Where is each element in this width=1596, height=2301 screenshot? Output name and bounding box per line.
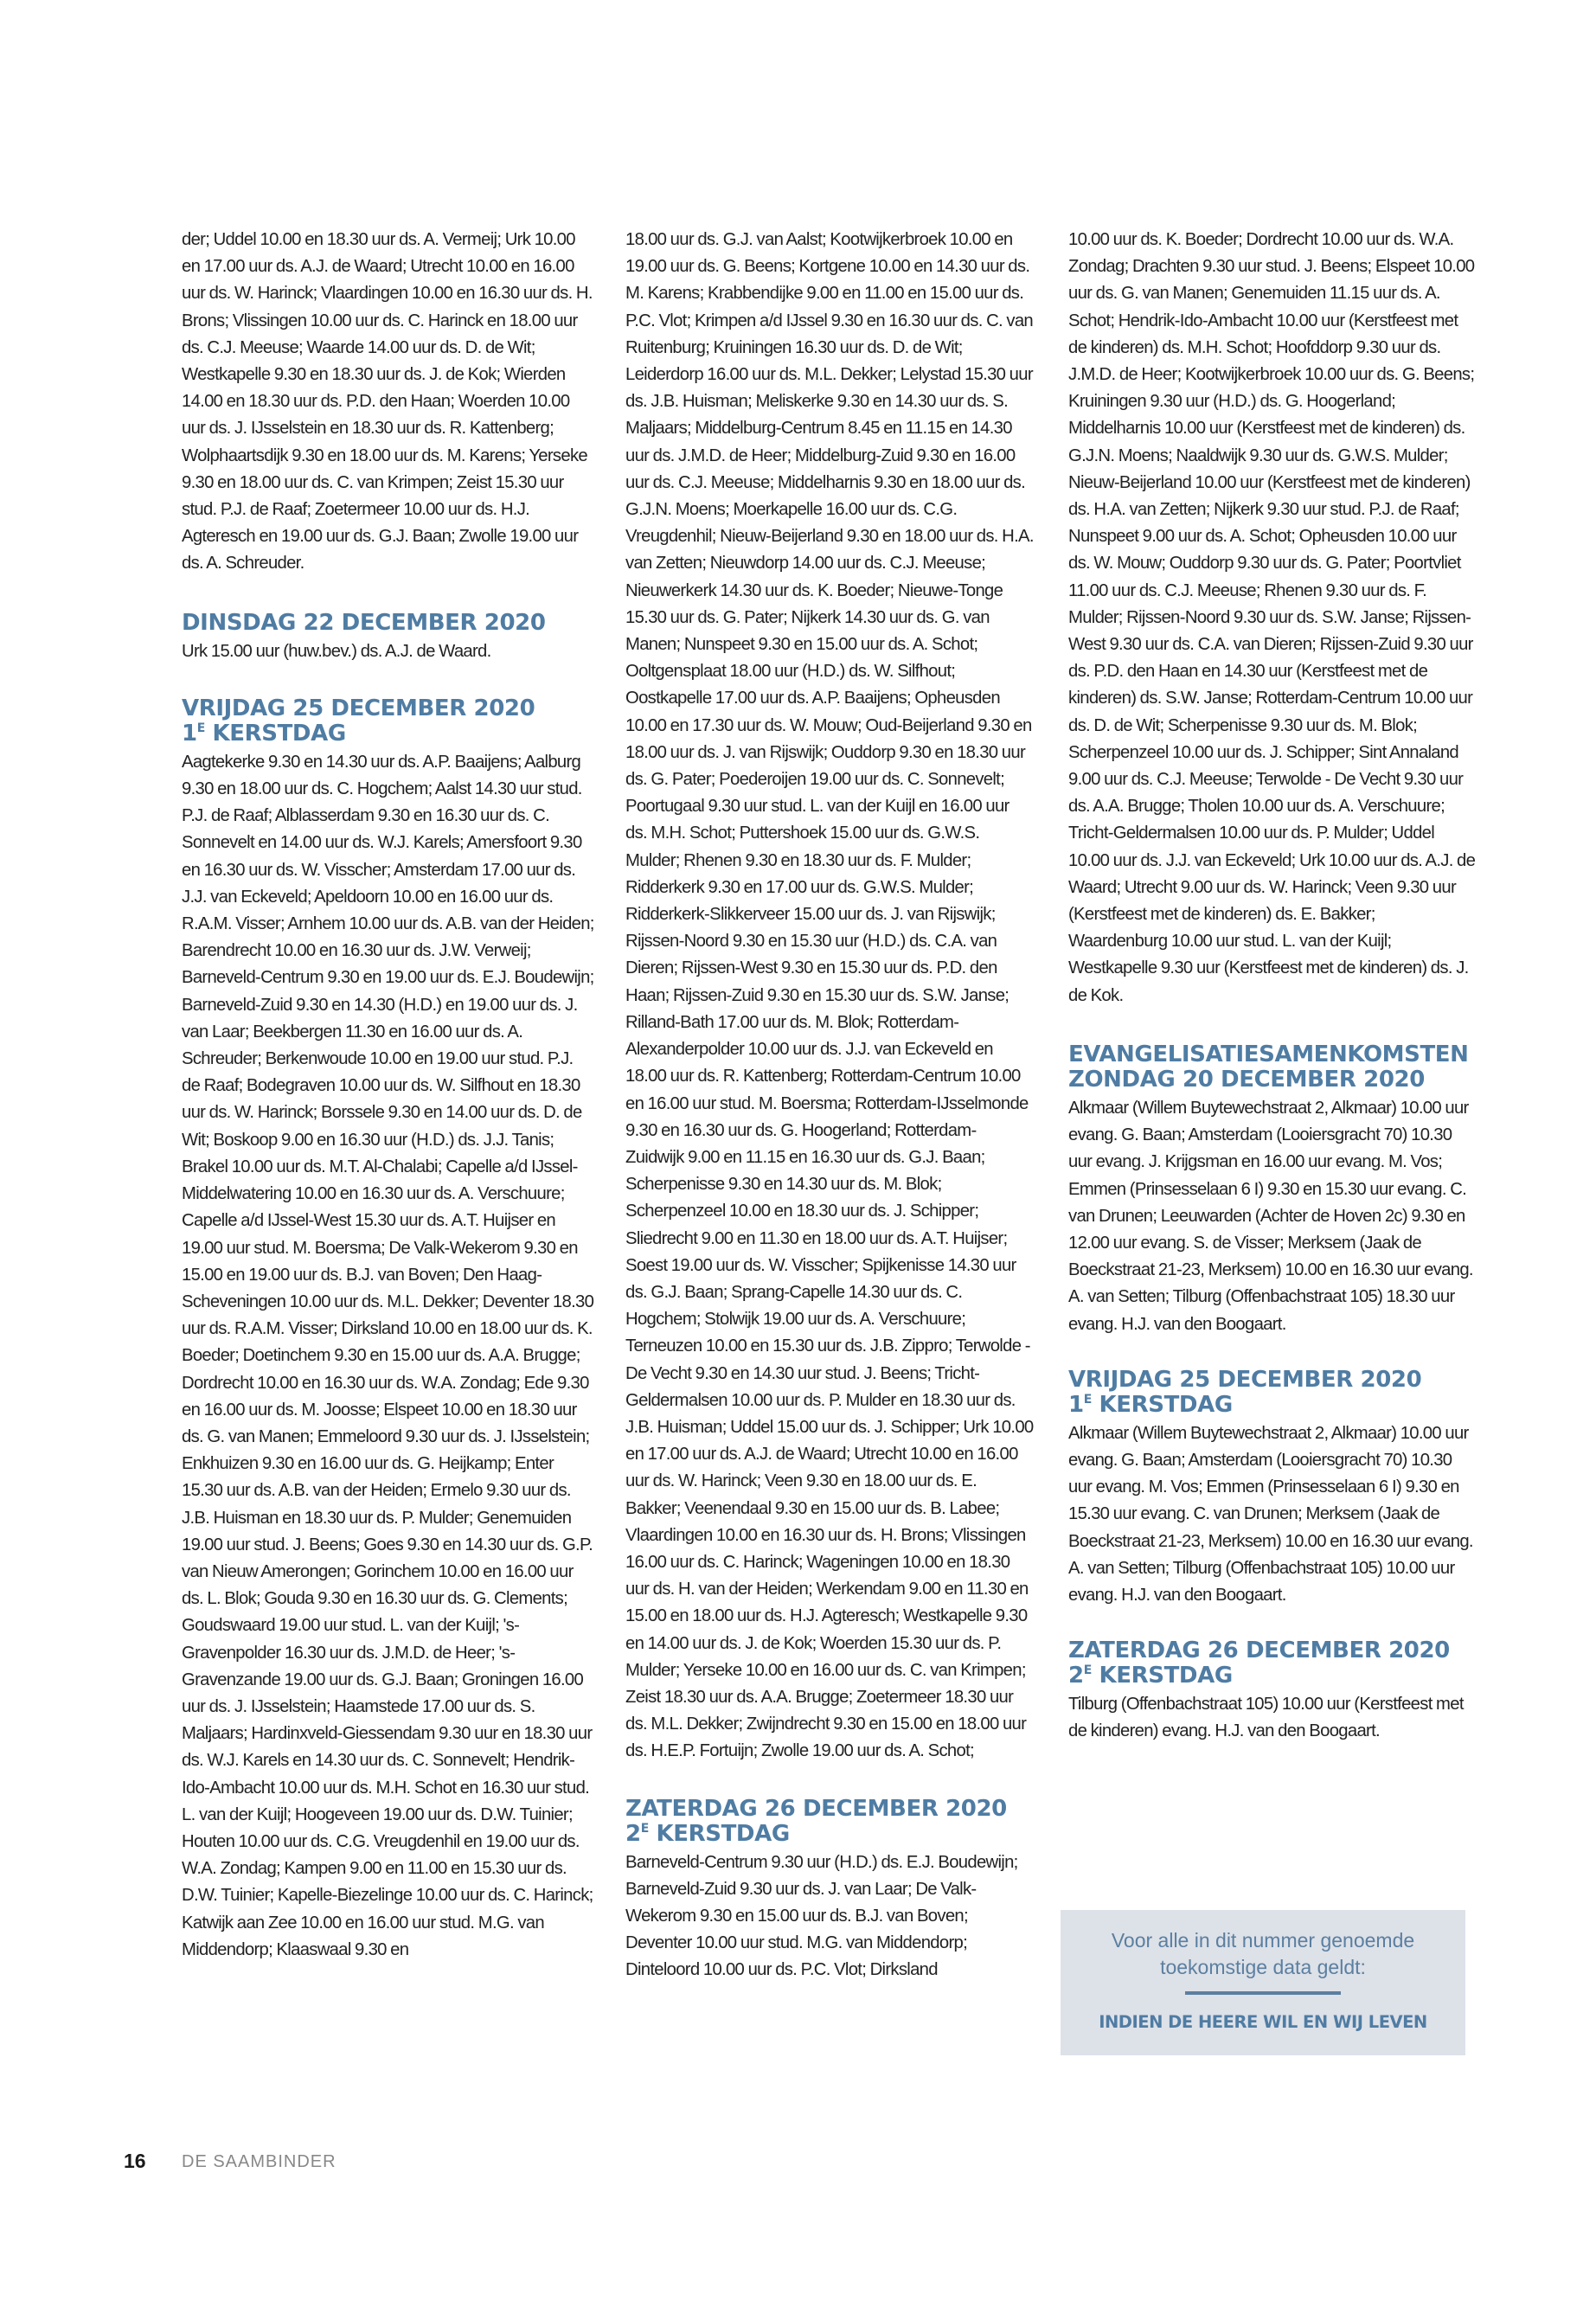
column-1 xyxy=(182,227,595,1964)
section-heading xyxy=(182,611,595,636)
heading-date: ZATERDAG 26 DECEMBER 2020 xyxy=(1068,1638,1450,1664)
section-heading xyxy=(1068,1042,1477,1093)
notice-divider xyxy=(1185,1991,1341,1995)
section-vrijdag-25-december xyxy=(182,696,595,1964)
section-zaterdag-26-december xyxy=(625,1797,1034,1984)
section-body: Alkmaar (Willem Buytewechstraat 2, Alkmaar) 10.00 uur evang. G. Baan; Amsterdam (Looiersgracht 70) 10.30 uur evang. M. Vos; Emmen (Prinsesselaan 6 I) 9.30 en 15.30 uur evang. C. van Drunen; Merksem (Jaak de Boeckstraat 21-23, Merksem) 10.00 en 16.30 uur evang. A. van Setten; Tilburg (Offenbachstraat 105) 10.00 uur evang. H.J. van den Boogaart. xyxy=(1068,1423,1473,1605)
notice-emphasis: INDIEN DE HEERE WIL EN WIJ LEVEN xyxy=(1099,2012,1427,2032)
heading-date: VRIJDAG 25 DECEMBER 2020 xyxy=(1068,1366,1422,1393)
column-3 xyxy=(1068,227,1477,1746)
heading-day-number: 2 xyxy=(625,1820,641,1847)
heading-superscript: E xyxy=(1083,1392,1092,1407)
heading-superscript: E xyxy=(640,1821,649,1836)
heading-day-name: KERSTDAG xyxy=(1091,1391,1233,1418)
heading-day-number: 2 xyxy=(1068,1663,1084,1689)
section-evangelisatie-zondag-20-december xyxy=(1068,1042,1477,1338)
heading-date: ZATERDAG 26 DECEMBER 2020 xyxy=(625,1795,1007,1822)
section-body: Barneveld-Centrum 9.30 uur (H.D.) ds. E.J. Boudewijn; Barneveld-Zuid 9.30 uur ds. J. van Laar; De Valk-Wekerom 9.30 en 15.00 uur ds. B.J. van Boven; Deventer 10.00 uur stud. M.G. van Middendorp; Dinteloord 10.00 uur ds. P.C. Vlot; Dirksland xyxy=(625,1852,1018,1980)
section-evangelisatie-zaterdag-26-december xyxy=(1068,1638,1477,1745)
heading-day-number: 1 xyxy=(1068,1391,1084,1418)
section-body: Tilburg (Offenbachstraat 105) 10.00 uur (Kerstfeest met de kinderen) evang. H.J. van den Boogaart. xyxy=(1068,1695,1464,1741)
section-evangelisatie-vrijdag-25-december xyxy=(1068,1368,1477,1609)
notice-line-2: toekomstige data geldt: xyxy=(1160,1956,1366,1978)
heading-date: ZONDAG 20 DECEMBER 2020 xyxy=(1068,1066,1425,1093)
column-1-intro-text: der; Uddel 10.00 en 18.30 uur ds. A. Vermeij; Urk 10.00 en 17.00 uur ds. A.J. de Waard; Utrecht 10.00 en 16.00 uur ds. W. Harinck; Vlaardingen 10.00 en 16.30 uur ds. H. Brons; Vlissingen 10.00 uur ds. C. Harinck en 18.00 uur ds. C.J. Meeuse; Waarde 14.00 uur ds. D. de Wit; Westkapelle 9.30 en 18.30 uur ds. J. de Kok; Wierden 14.00 en 18.30 uur ds. P.D. den Haan; Woerden 10.00 uur ds. J. IJsselstein en 18.30 uur ds. R. Kattenberg; Wolphaartsdijk 9.30 en 18.00 uur ds. M. Karens; Yerseke 9.30 en 18.00 uur ds. C. van Krimpen; Zeist 15.30 uur stud. P.J. de Raaf; Zoetermeer 10.00 uur ds. H.J. Agteresch en 19.00 uur ds. G.J. Baan; Zwolle 19.00 uur ds. A. Schreuder. xyxy=(182,230,593,574)
section-body: Urk 15.00 uur (huw.bev.) ds. A.J. de Waard. xyxy=(182,641,491,661)
heading-date: DINSDAG 22 DECEMBER 2020 xyxy=(182,609,546,636)
notice-line-1: Voor alle in dit nummer genoemde xyxy=(1111,1929,1415,1952)
notice-box xyxy=(1061,1910,1465,2055)
section-heading xyxy=(1068,1368,1477,1418)
section-dinsdag-22-december xyxy=(182,611,595,665)
heading-category: EVANGELISATIESAMENKOMSTEN xyxy=(1068,1041,1469,1067)
heading-superscript: E xyxy=(196,721,205,735)
section-heading xyxy=(182,696,595,747)
heading-date: VRIJDAG 25 DECEMBER 2020 xyxy=(182,695,535,721)
heading-day-name: KERSTDAG xyxy=(648,1820,790,1847)
column-2 xyxy=(625,227,1034,1984)
section-heading xyxy=(1068,1638,1477,1689)
column-3-intro-text: 10.00 uur ds. K. Boeder; Dordrecht 10.00 uur ds. W.A. Zondag; Drachten 9.30 uur stud. J. Beens; Elspeet 10.00 uur ds. G. van Manen; Genemuiden 11.15 uur ds. A. Schot; Hendrik-Ido-Ambacht 10.00 uur (Kerstfeest met de kinderen) ds. M.H. Schot; Hoofddorp 9.30 uur ds. J.M.D. de Heer; Kootwijkerbroek 10.00 uur ds. G. Beens; Kruiningen 9.30 uur (H.D.) ds. G. Hoogerland; Middelharnis 10.00 uur (Kerstfeest met de kinderen) ds. G.J.N. Moens; Naaldwijk 9.30 uur ds. G.W.S. Mulder; Nieuw-Beijerland 10.00 uur (Kerstfeest met de kinderen) ds. H.A. van Zetten; Nijkerk 9.30 uur stud. P.J. de Raaf; Nunspeet 9.00 uur ds. A. Schot; Opheusden 10.00 uur ds. W. Mouw; Ouddorp 9.30 uur ds. G. Pater; Poortvliet 11.00 uur ds. C.J. Meeuse; Rhenen 9.30 uur ds. F. Mulder; Rijssen-Noord 9.30 uur ds. S.W. Janse; Rijssen-West 9.30 uur ds. C.A. van Dieren; Rijssen-Zuid 9.30 uur ds. P.D. den Haan en 14.30 uur (Kerstfeest met de kinderen) ds. S.W. Janse; Rotterdam-Centrum 10.00 uur ds. D. de Wit; Scherpenisse 9.30 uur ds. M. Blok; Scherpenzeel 10.00 uur ds. J. Schipper; Sint Annaland 9.00 uur ds. C.J. Meeuse; Terwolde - De Vecht 9.30 uur ds. A.A. Brugge; Tholen 10.00 uur ds. A. Verschuure; Tricht-Geldermalsen 10.00 uur ds. P. Mulder; Uddel 10.00 uur ds. J.J. van Eckeveld; Urk 10.00 uur ds. A.J. de Waard; Utrecht 9.00 uur ds. W. Harinck; Veen 9.30 uur (Kerstfeest met de kinderen) ds. E. Bakker; Waardenburg 10.00 uur stud. L. van der Kuijl; Westkapelle 9.30 uur (Kerstfeest met de kinderen) ds. J. de Kok. xyxy=(1068,230,1476,1005)
notice-text xyxy=(1061,1927,1465,1981)
section-heading xyxy=(625,1797,1034,1847)
magazine-name: DE SAAMBINDER xyxy=(182,2152,337,2171)
heading-day-name: KERSTDAG xyxy=(204,720,346,747)
heading-day-name: KERSTDAG xyxy=(1091,1663,1233,1689)
heading-superscript: E xyxy=(1083,1663,1092,1678)
column-2-intro-text: 18.00 uur ds. G.J. van Aalst; Kootwijkerbroek 10.00 en 19.00 uur ds. G. Beens; Kortgene 10.00 en 14.30 uur ds. M. Karens; Krabbendijke 9.00 en 11.00 en 15.00 uur ds. P.C. Vlot; Krimpen a/d IJssel 9.30 en 16.30 uur ds. C. van Ruitenburg; Kruiningen 16.30 uur ds. D. de Wit; Leiderdorp 16.00 uur ds. M.L. Dekker; Lelystad 15.30 uur ds. J.B. Huisman; Meliskerke 9.30 en 14.30 uur ds. S. Maljaars; Middelburg-Centrum 8.45 en 11.15 en 14.30 uur ds. J.M.D. de Heer; Middelburg-Zuid 9.30 en 16.00 uur ds. C.J. Meeuse; Middelharnis 9.30 en 18.00 uur ds. G.J.N. Moens; Moerkapelle 16.00 uur ds. C.G. Vreugdenhil; Nieuw-Beijerland 9.30 en 18.00 uur ds. H.A. van Zetten; Nieuwdorp 14.00 uur ds. C.J. Meeuse; Nieuwerkerk 14.30 uur ds. K. Boeder; Nieuwe-Tonge 15.30 uur ds. G. Pater; Nijkerk 14.30 uur ds. G. van Manen; Nunspeet 9.30 en 15.00 uur ds. A. Schot; Ooltgensplaat 18.00 uur (H.D.) ds. W. Silfhout; Oostkapelle 17.00 uur ds. A.P. Baaijens; Opheusden 10.00 en 17.30 uur ds. W. Mouw; Oud-Beijerland 9.30 en 18.00 uur ds. J. van Rijswijk; Ouddorp 9.30 en 18.30 uur ds. G. Pater; Poederoijen 19.00 uur ds. C. Sonnevelt; Poortugaal 9.30 uur stud. L. van der Kuijl en 16.00 uur ds. M.H. Schot; Puttershoek 15.00 uur ds. G.W.S. Mulder; Rhenen 9.30 en 18.30 uur ds. F. Mulder; Ridderkerk 9.30 en 17.00 uur ds. G.W.S. Mulder; Ridderkerk-Slikkerveer 15.00 uur ds. J. van Rijswijk; Rijssen-Noord 9.30 en 15.30 uur (H.D.) ds. C.A. van Dieren; Rijssen-West 9.30 en 15.30 uur ds. P.D. den Haan; Rijssen-Zuid 9.30 en 15.30 uur ds. S.W. Janse; Rilland-Bath 17.00 uur ds. M. Blok; Rotterdam-Alexanderpolder 10.00 uur ds. J.J. van Eckeveld en 18.00 uur ds. R. Kattenberg; Rotterdam-Centrum 10.00 en 16.00 uur stud. M. Boersma; Rotterdam-IJsselmonde 9.30 en 16.30 uur ds. G. Hoogerland; Rotterdam-Zuidwijk 9.00 en 11.15 en 16.30 uur ds. G.J. Baan; Scherpenisse 9.30 en 14.30 uur ds. M. Blok; Scherpenzeel 10.00 en 18.30 uur ds. J. Schipper; Sliedrecht 9.00 en 11.30 en 18.00 uur ds. A.T. Huijser; Soest 19.00 uur ds. W. Visscher; Spijkenisse 14.30 uur ds. G.J. Baan; Sprang-Capelle 14.30 uur ds. C. Hogchem; Stolwijk 19.00 uur ds. A. Verschuure; Terneuzen 10.00 en 15.30 uur ds. J.B. Zippro; Terwolde - De Vecht 9.30 en 14.30 uur stud. J. Beens; Tricht-Geldermalsen 10.00 uur ds. P. Mulder en 18.30 uur ds. J.B. Huisman; Uddel 15.00 uur ds. J. Schipper; Urk 10.00 en 17.00 uur ds. A.J. de Waard; Utrecht 10.00 en 16.00 uur ds. W. Harinck; Veen 9.30 en 18.00 uur ds. E. Bakker; Veenendaal 9.30 en 15.00 uur ds. B. Labee; Vlaardingen 10.00 en 16.30 uur ds. H. Brons; Vlissingen 16.00 uur ds. C. Harinck; Wageningen 10.00 en 18.30 uur ds. H. van der Heiden; Werkendam 9.00 en 11.30 en 15.00 en 18.00 uur ds. H.J. Agteresch; Westkapelle 9.30 en 14.00 uur ds. J. de Kok; Woerden 15.30 uur ds. P. Mulder; Yerseke 10.00 en 16.00 uur ds. C. van Krimpen; Zeist 18.30 uur ds. A.A. Brugge; Zoetermeer 18.30 uur ds. M.L. Dekker; Zwijndrecht 9.30 en 15.00 en 18.00 uur ds. H.E.P. Fortuijn; Zwolle 19.00 uur ds. A. Schot; xyxy=(625,230,1034,1761)
page-number: 16 xyxy=(124,2150,146,2172)
heading-day-number: 1 xyxy=(182,720,197,747)
section-body: Aagtekerke 9.30 en 14.30 uur ds. A.P. Baaijens; Aalburg 9.30 en 18.00 uur ds. C. Hogchem; Aalst 14.30 uur stud. P.J. de Raaf; Alblasserdam 9.30 en 16.30 uur ds. C. Sonnevelt en 14.00 uur ds. W.J. Karels; Amersfoort 9.30 en 16.30 uur ds. W. Visscher; Amsterdam 17.00 uur ds. J.J. van Eckeveld; Apeldoorn 10.00 en 16.00 uur ds. R.A.M. Visser; Arnhem 10.00 uur ds. A.B. van der Heiden; Barendrecht 10.00 en 16.30 uur ds. J.W. Verweij; Barneveld-Centrum 9.30 en 19.00 uur ds. E.J. Boudewijn; Barneveld-Zuid 9.30 en 14.30 (H.D.) en 19.00 uur ds. J. van Laar; Beekbergen 11.30 en 16.00 uur ds. A. Schreuder; Berkenwoude 10.00 en 19.00 uur stud. P.J. de Raaf; Bodegraven 10.00 uur ds. W. Silfhout en 18.30 uur ds. W. Harinck; Borssele 9.30 en 14.00 uur ds. D. de Wit; Boskoop 9.00 en 16.30 uur (H.D.) ds. J.J. Tanis; Brakel 10.00 uur ds. M.T. Al-Chalabi; Capelle a/d IJssel-Middelwatering 10.00 en 16.30 uur ds. A. Verschuure; Capelle a/d IJssel-West 15.30 uur ds. A.T. Huijser en 19.00 uur stud. M. Boersma; De Valk-Wekerom 9.30 en 15.00 en 19.00 uur ds. B.J. van Boven; Den Haag-Scheveningen 10.00 uur ds. M.L. Dekker; Deventer 18.30 uur ds. R.A.M. Visser; Dirksland 10.00 en 18.00 uur ds. K. Boeder; Doetinchem 9.30 en 15.00 uur ds. A.A. Brugge; Dordrecht 10.00 en 16.30 uur ds. W.A. Zondag; Ede 9.30 en 16.00 uur ds. M. Joosse; Elspeet 10.00 en 18.30 uur ds. G. van Manen; Emmeloord 9.30 uur ds. J. IJsselstein; Enkhuizen 9.30 en 16.00 uur ds. G. Heijkamp; Enter 15.30 uur ds. A.B. van der Heiden; Ermelo 9.30 uur ds. J.B. Huisman en 18.30 uur ds. P. Mulder; Genemuiden 19.00 uur stud. J. Beens; Goes 9.30 en 14.30 uur ds. G.P. van Nieuw Amerongen; Gorinchem 10.00 en 16.00 uur ds. L. Blok; Gouda 9.30 en 16.30 uur ds. G. Clements; Goudswaard 19.00 uur stud. L. van der Kuijl; 's-Gravenpolder 16.30 uur ds. J.M.D. de Heer; 's-Gravenzande 19.00 uur ds. G.J. Baan; Groningen 16.00 uur ds. J. IJsselstein; Haamstede 17.00 uur ds. S. Maljaars; Hardinxveld-Giessendam 9.30 uur en 18.30 uur ds. W.J. Karels en 14.30 uur ds. C. Sonnevelt; Hendrik-Ido-Ambacht 10.00 uur ds. M.H. Schot en 16.30 uur stud. L. van der Kuijl; Hoogeveen 19.00 uur ds. D.W. Tuinier; Houten 10.00 uur ds. C.G. Vreugdenhil en 19.00 uur ds. W.A. Zondag; Kampen 9.00 en 11.00 en 15.30 uur ds. D.W. Tuinier; Kapelle-Biezelinge 10.00 uur ds. C. Harinck; Katwijk aan Zee 10.00 en 16.00 uur stud. M.G. van Middendorp; Klaaswaal 9.30 en xyxy=(182,752,594,1959)
section-body: Alkmaar (Willem Buytewechstraat 2, Alkmaar) 10.00 uur evang. G. Baan; Amsterdam (Looiersgracht 70) 10.30 uur evang. J. Krijgsman en 16.00 uur evang. M. Vos; Emmen (Prinsesselaan 6 I) 9.30 en 15.30 uur evang. C. van Drunen; Leeuwarden (Achter de Hoven 2c) 9.30 en 12.00 uur evang. S. de Visser; Merksem (Jaak de Boeckstraat 21-23, Merksem) 10.00 en 16.30 uur evang. A. van Setten; Tilburg (Offenbachstraat 105) 18.30 uur evang. H.J. van den Boogaart. xyxy=(1068,1098,1473,1334)
